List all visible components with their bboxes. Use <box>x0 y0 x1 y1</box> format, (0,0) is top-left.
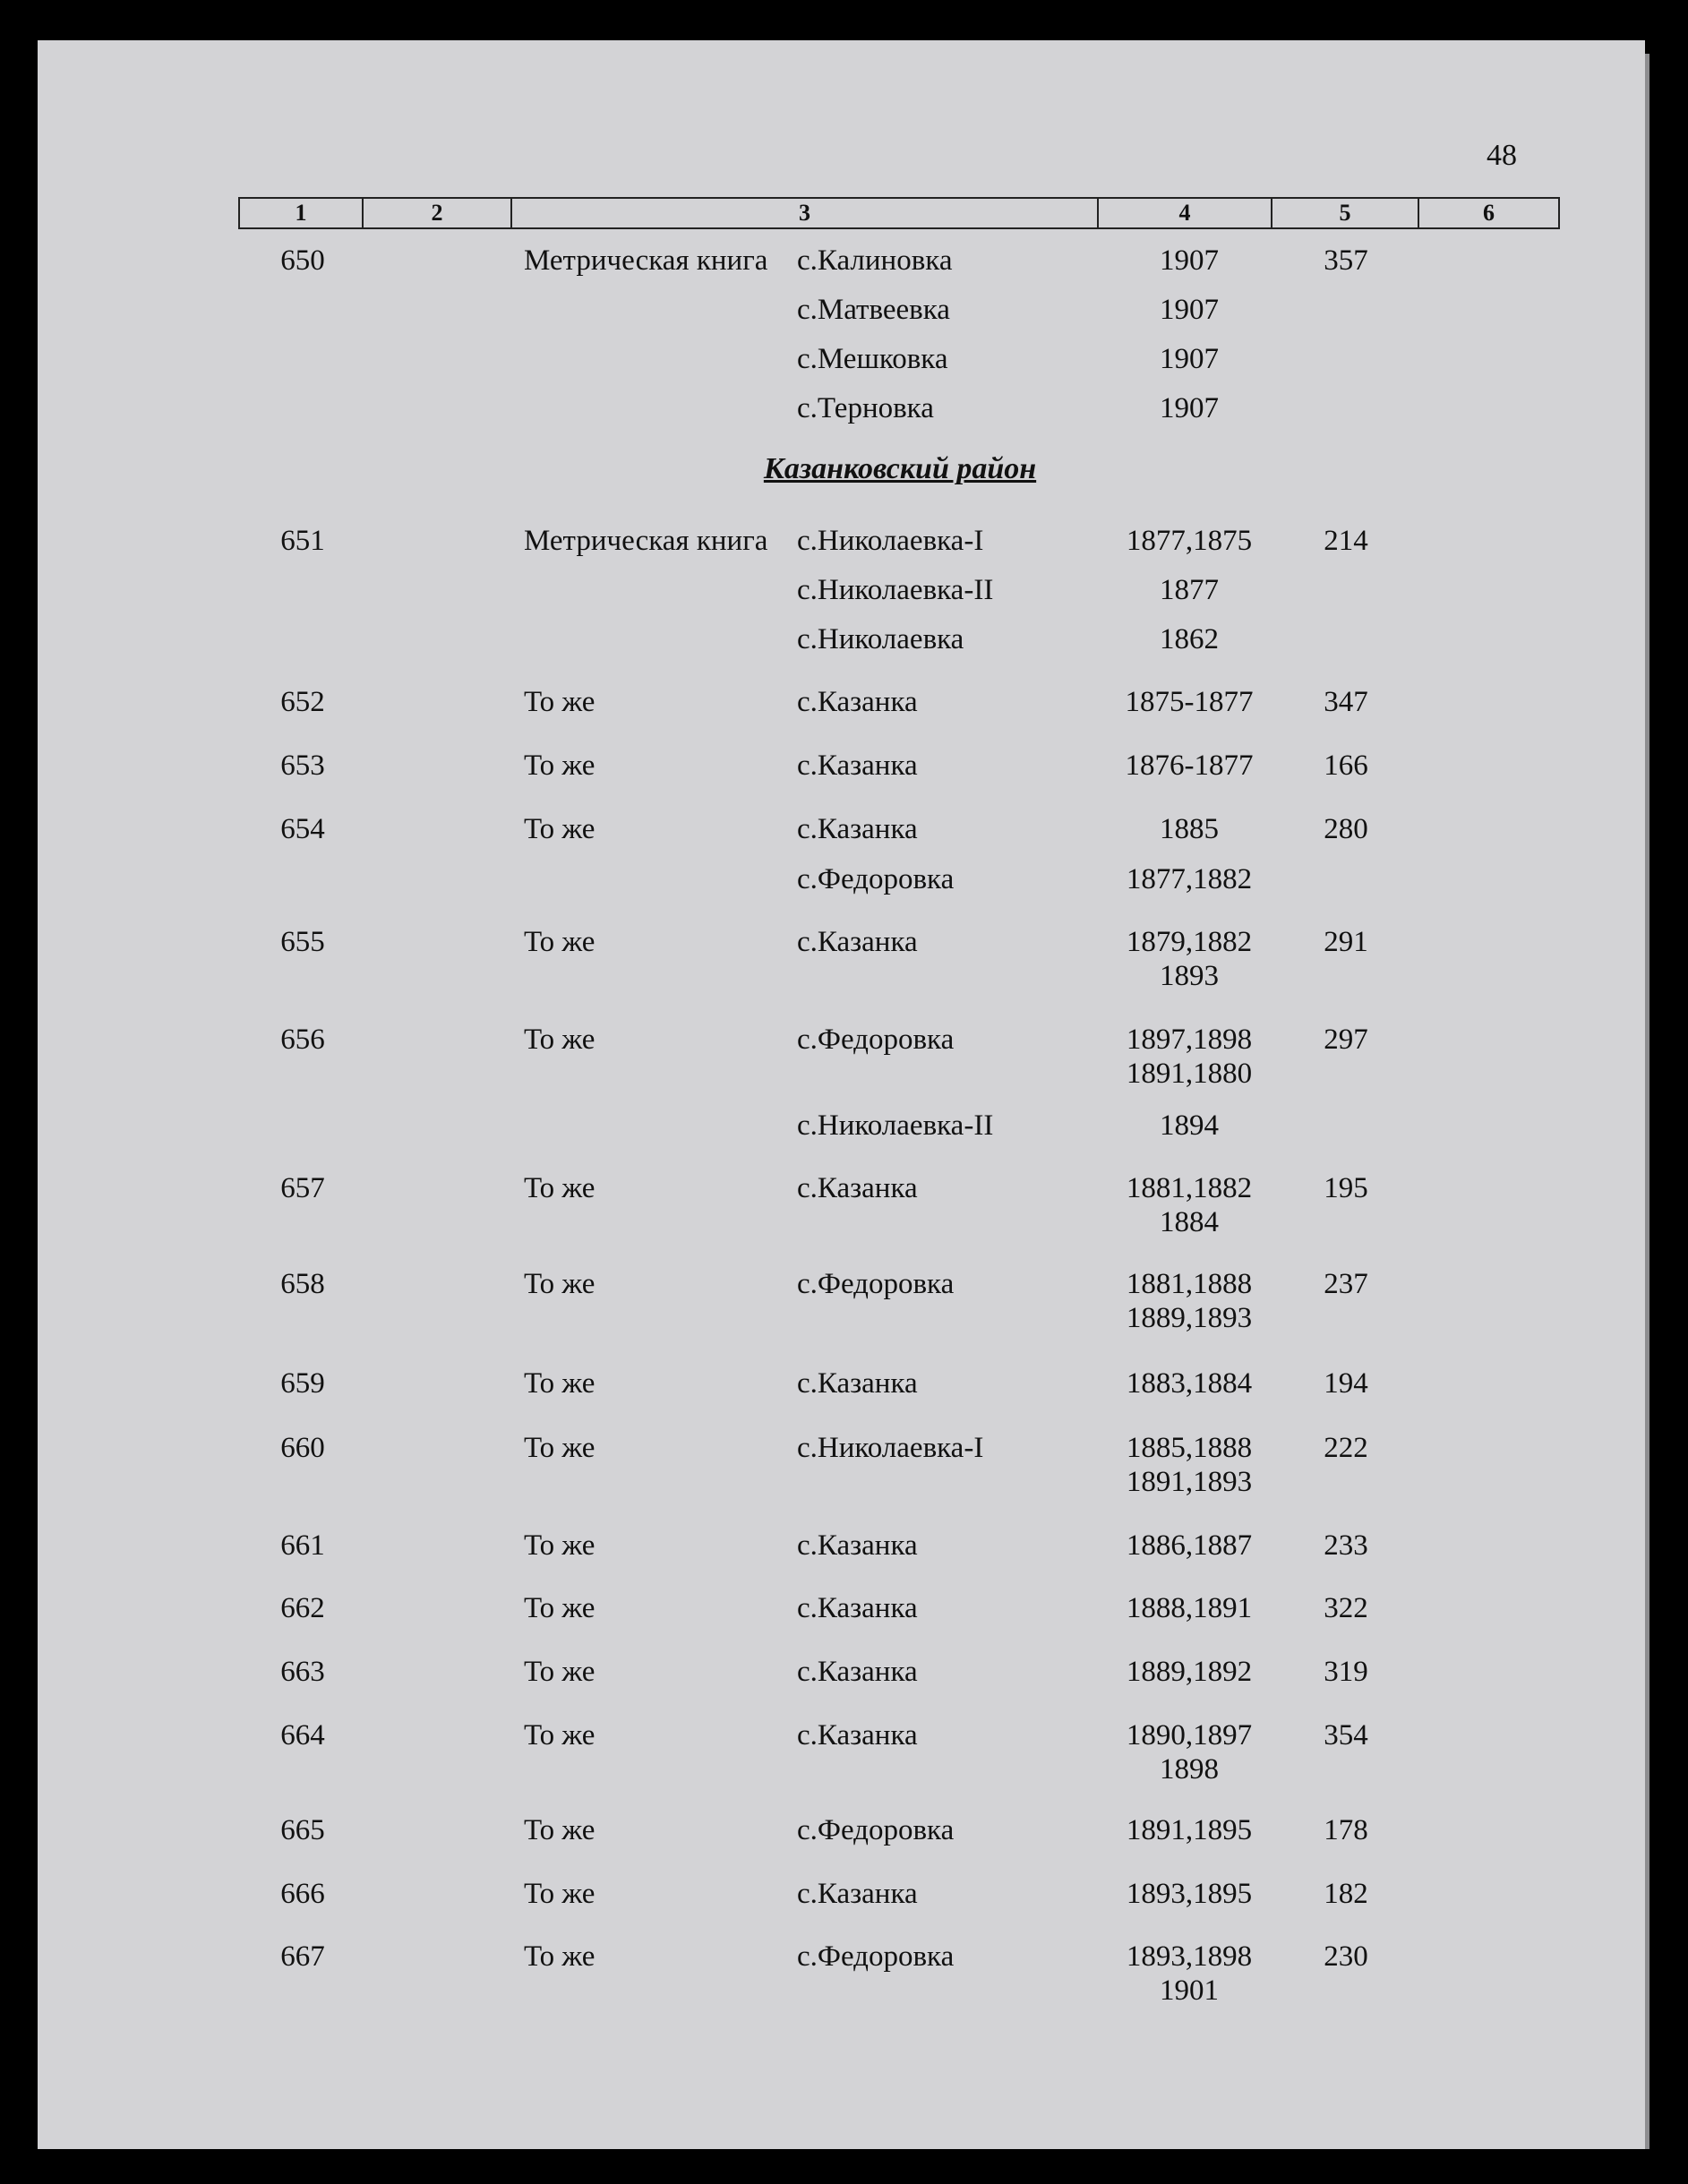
record-village: с.Терновка <box>797 392 934 424</box>
record-years: 1907 <box>1160 343 1219 375</box>
record-sheet-count: 319 <box>1324 1656 1368 1688</box>
record-years-continued: 1891,1893 <box>1126 1466 1253 1498</box>
record-sheet-count: 297 <box>1324 1023 1368 1056</box>
record-type: То же <box>524 1529 596 1562</box>
record-years: 1881,1882 <box>1126 1172 1253 1204</box>
record-village: с.Казанка <box>797 1367 918 1400</box>
record-type: То же <box>524 1719 596 1751</box>
column-header-row <box>238 197 1560 229</box>
column-header-2: 2 <box>364 199 512 227</box>
record-number: 653 <box>280 749 325 782</box>
record-type: То же <box>524 1172 596 1204</box>
record-years: 1907 <box>1160 294 1219 326</box>
record-number: 655 <box>280 926 325 958</box>
record-village: с.Федоровка <box>797 1023 955 1056</box>
record-type: То же <box>524 926 596 958</box>
record-number: 664 <box>280 1719 325 1751</box>
record-village: с.Казанка <box>797 686 918 718</box>
record-village: с.Казанка <box>797 1529 918 1562</box>
record-type: То же <box>524 1432 596 1464</box>
record-type: То же <box>524 813 596 845</box>
record-number: 665 <box>280 1814 325 1846</box>
record-type: То же <box>524 686 596 718</box>
record-years: 1888,1891 <box>1126 1592 1253 1624</box>
record-number: 663 <box>280 1656 325 1688</box>
record-sheet-count: 347 <box>1324 686 1368 718</box>
record-village: с.Казанка <box>797 1719 918 1751</box>
record-village: с.Мешковка <box>797 343 948 375</box>
record-village: с.Федоровка <box>797 1940 955 1973</box>
record-years-continued: 1898 <box>1160 1753 1219 1786</box>
record-years: 1891,1895 <box>1126 1814 1253 1846</box>
record-type: То же <box>524 1367 596 1400</box>
record-village: с.Казанка <box>797 1656 918 1688</box>
record-village: с.Калиновка <box>797 244 953 277</box>
record-village: с.Казанка <box>797 749 918 782</box>
record-village: с.Николаевка-II <box>797 1109 994 1142</box>
record-years: 1885 <box>1160 813 1219 845</box>
record-years-continued: 1901 <box>1160 1974 1219 2007</box>
record-years: 1883,1884 <box>1126 1367 1253 1400</box>
record-years-continued: 1889,1893 <box>1126 1302 1253 1334</box>
record-sheet-count: 237 <box>1324 1268 1368 1300</box>
record-village: с.Казанка <box>797 1878 918 1910</box>
record-village: с.Казанка <box>797 1592 918 1624</box>
record-years: 1881,1888 <box>1126 1268 1253 1300</box>
record-number: 660 <box>280 1432 325 1464</box>
record-village: с.Николаевка-I <box>797 525 984 557</box>
record-number: 659 <box>280 1367 325 1400</box>
record-number: 651 <box>280 525 325 557</box>
record-sheet-count: 291 <box>1324 926 1368 958</box>
record-village: с.Николаевка-I <box>797 1432 984 1464</box>
record-sheet-count: 195 <box>1324 1172 1368 1204</box>
record-village: с.Казанка <box>797 1172 918 1204</box>
record-years: 1877 <box>1160 574 1219 606</box>
record-type: То же <box>524 749 596 782</box>
page-number: 48 <box>1487 139 1517 172</box>
record-sheet-count: 230 <box>1324 1940 1368 1973</box>
record-sheet-count: 178 <box>1324 1814 1368 1846</box>
record-sheet-count: 354 <box>1324 1719 1368 1751</box>
record-number: 657 <box>280 1172 325 1204</box>
record-years-continued: 1884 <box>1160 1206 1219 1238</box>
record-years: 1889,1892 <box>1126 1656 1253 1688</box>
record-village: с.Николаевка <box>797 623 964 655</box>
page-edge-shadow <box>1645 54 1649 2149</box>
record-sheet-count: 214 <box>1324 525 1368 557</box>
record-type: То же <box>524 1878 596 1910</box>
record-type: То же <box>524 1814 596 1846</box>
record-type: То же <box>524 1268 596 1300</box>
record-years: 1875-1877 <box>1125 686 1254 718</box>
record-years-continued: 1893 <box>1160 960 1219 992</box>
record-number: 656 <box>280 1023 325 1056</box>
record-number: 658 <box>280 1268 325 1300</box>
record-number: 667 <box>280 1940 325 1973</box>
record-sheet-count: 233 <box>1324 1529 1368 1562</box>
record-years: 1877,1875 <box>1126 525 1253 557</box>
record-number: 654 <box>280 813 325 845</box>
record-years: 1879,1882 <box>1126 926 1253 958</box>
record-number: 650 <box>280 244 325 277</box>
record-years: 1877,1882 <box>1126 863 1253 895</box>
record-years: 1897,1898 <box>1126 1023 1253 1056</box>
record-village: с.Казанка <box>797 813 918 845</box>
district-heading: Казанковский район <box>763 452 1037 485</box>
record-type: Метрическая книга <box>524 525 768 557</box>
column-header-3: 3 <box>512 199 1099 227</box>
record-years: 1893,1898 <box>1126 1940 1253 1973</box>
record-type: Метрическая книга <box>524 244 768 277</box>
record-years: 1885,1888 <box>1126 1432 1253 1464</box>
record-village: с.Матвеевка <box>797 294 950 326</box>
column-header-6: 6 <box>1483 200 1495 226</box>
record-years: 1893,1895 <box>1126 1878 1253 1910</box>
record-sheet-count: 182 <box>1324 1878 1368 1910</box>
record-village: с.Николаевка-II <box>797 574 994 606</box>
record-type: То же <box>524 1592 596 1624</box>
record-years: 1886,1887 <box>1126 1529 1253 1562</box>
record-number: 666 <box>280 1878 325 1910</box>
record-type: То же <box>524 1656 596 1688</box>
record-type: То же <box>524 1940 596 1973</box>
record-sheet-count: 357 <box>1324 244 1368 277</box>
record-number: 661 <box>280 1529 325 1562</box>
record-village: с.Казанка <box>797 926 918 958</box>
record-village: с.Федоровка <box>797 1268 955 1300</box>
record-years: 1907 <box>1160 392 1219 424</box>
record-sheet-count: 280 <box>1324 813 1368 845</box>
record-years: 1890,1897 <box>1126 1719 1253 1751</box>
column-header-4: 4 <box>1099 199 1272 227</box>
column-header-1: 1 <box>240 199 364 227</box>
record-years-continued: 1891,1880 <box>1126 1058 1253 1090</box>
record-sheet-count: 166 <box>1324 749 1368 782</box>
record-village: с.Федоровка <box>797 863 955 895</box>
record-number: 662 <box>280 1592 325 1624</box>
record-type: То же <box>524 1023 596 1056</box>
column-header-5: 5 <box>1272 199 1419 227</box>
record-years: 1862 <box>1160 623 1219 655</box>
record-sheet-count: 322 <box>1324 1592 1368 1624</box>
record-years: 1876-1877 <box>1125 749 1254 782</box>
record-village: с.Федоровка <box>797 1814 955 1846</box>
record-years: 1907 <box>1160 244 1219 277</box>
record-sheet-count: 194 <box>1324 1367 1368 1400</box>
record-sheet-count: 222 <box>1324 1432 1368 1464</box>
record-number: 652 <box>280 686 325 718</box>
record-years: 1894 <box>1160 1109 1219 1142</box>
